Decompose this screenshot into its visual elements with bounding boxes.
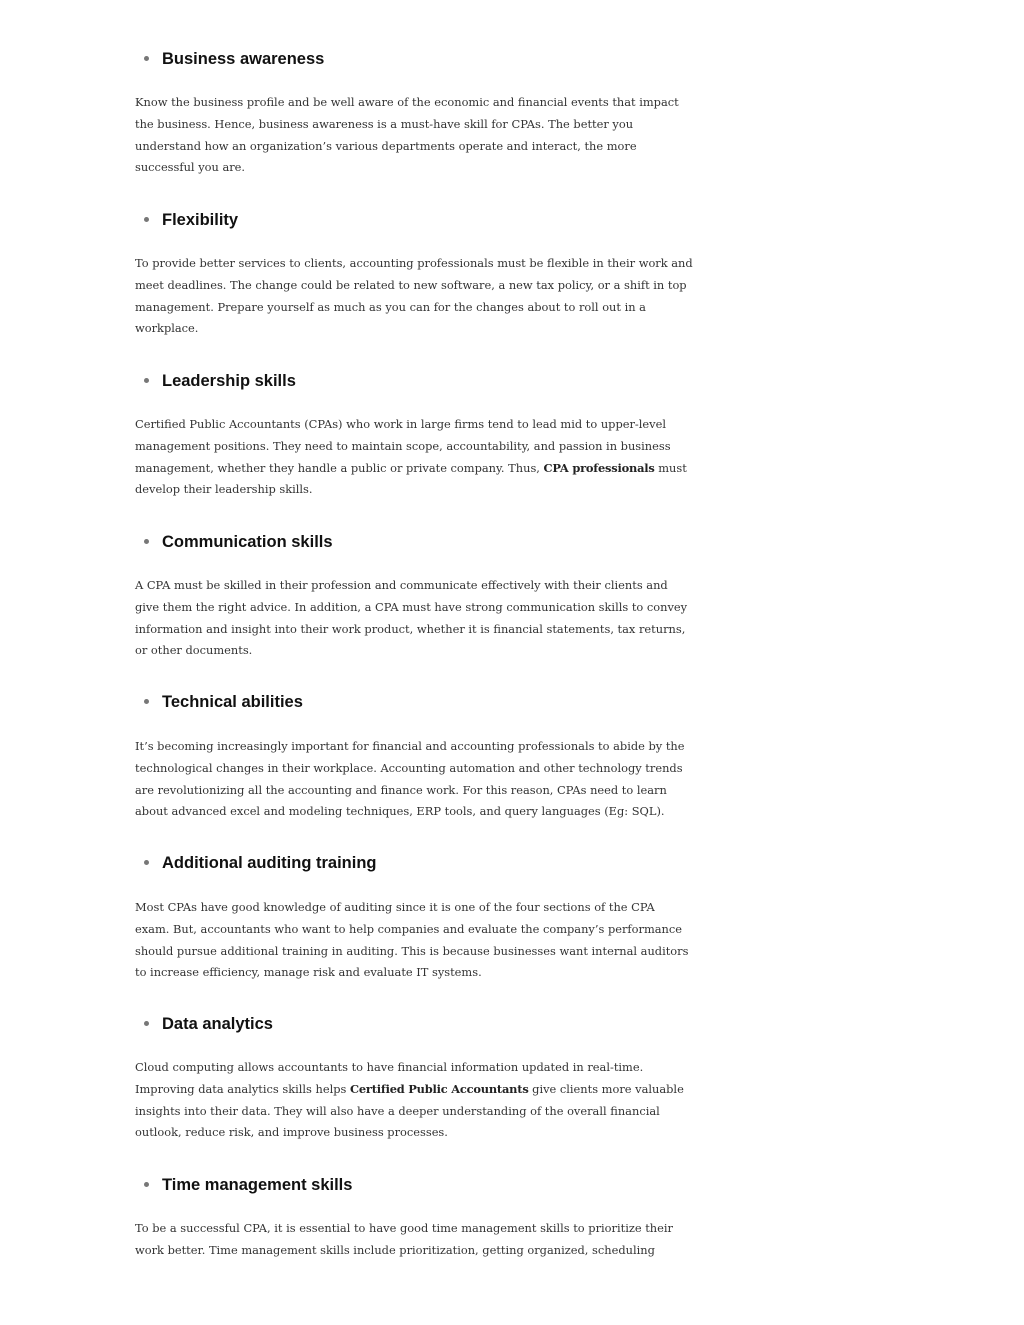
bullet-icon	[144, 1182, 149, 1187]
section-heading: Communication skills	[162, 533, 333, 551]
line-text: management, whether they handle a public or private company. Thus,	[135, 460, 544, 475]
cpa-professionals-link[interactable]: CPA professionals	[543, 460, 655, 475]
section-heading: Technical abilities	[162, 693, 303, 711]
bullet-icon	[144, 860, 149, 865]
paragraph-line: exam. But, accountants who want to help companies and evaluate the company’s performance	[135, 921, 683, 936]
section-paragraph	[135, 1218, 673, 1262]
bullet-icon	[144, 378, 149, 383]
paragraph-line	[135, 1079, 684, 1101]
paragraph-line: workplace.	[135, 321, 199, 336]
paragraph-line: to increase efficiency, manage risk and evaluate IT systems.	[135, 965, 482, 980]
section-paragraph	[135, 253, 693, 340]
paragraph-line: develop their leadership skills.	[135, 482, 313, 497]
paragraph-line: Know the business profile and be well aware of the economic and financial events that impact	[135, 95, 679, 109]
section-paragraph	[135, 575, 688, 662]
certified-public-accountants-link[interactable]: Certified Public Accountants	[349, 1081, 529, 1096]
paragraph-line: management positions. They need to maintain scope, accountability, and passion in business	[135, 438, 671, 453]
paragraph-line: meet deadlines. The change could be related to new software, a new tax policy, or a shift in top	[135, 277, 687, 292]
bullet-icon	[144, 1021, 149, 1026]
paragraph-line: give them the right advice. In addition, a CPA must have strong communication skills to convey	[135, 599, 688, 614]
section-paragraph	[135, 1057, 684, 1144]
paragraph-line: information and insight into their work product, whether it is financial statements, tax returns,	[135, 621, 686, 636]
bullet-icon	[144, 56, 149, 61]
section-heading: Leadership skills	[162, 372, 296, 390]
line-text: give clients more valuable	[528, 1081, 684, 1096]
paragraph-line: management. Prepare yourself as much as you can for the changes about to roll out in a	[135, 299, 646, 314]
section-paragraph	[135, 414, 687, 501]
bullet-icon	[144, 699, 149, 704]
paragraph-line: should pursue additional training in auditing. This is because businesses want internal auditors	[135, 943, 689, 958]
paragraph-line: A CPA must be skilled in their profession and communicate effectively with their clients and	[135, 578, 668, 592]
section-heading: Time management skills	[162, 1176, 353, 1194]
paragraph-line: or other documents.	[135, 643, 253, 658]
line-text: Improving data analytics skills helps	[135, 1081, 350, 1096]
paragraph-line	[135, 458, 687, 480]
paragraph-line: the business. Hence, business awareness is a must-have skill for CPAs. The better you	[135, 116, 634, 131]
paragraph-line: about advanced excel and modeling techniques, ERP tools, and query languages (Eg: SQL).	[135, 804, 665, 819]
paragraph-line: It’s becoming increasingly important for financial and accounting professionals to abide by the	[135, 739, 685, 753]
bullet-icon	[144, 539, 149, 544]
paragraph-line: Most CPAs have good knowledge of auditing since it is one of the four sections of the CPA	[135, 900, 655, 914]
paragraph-line: successful you are.	[135, 160, 246, 175]
bullet-icon	[144, 217, 149, 222]
paragraph-line: insights into their data. They will also have a deeper understanding of the overall financial	[135, 1103, 660, 1118]
paragraph-line: are revolutionizing all the accounting and finance work. For this reason, CPAs need to learn	[135, 782, 667, 797]
paragraph-line: understand how an organization’s various departments operate and interact, the more	[135, 138, 637, 153]
paragraph-line: Cloud computing allows accountants to have financial information updated in real-time.	[135, 1060, 644, 1074]
paragraph-line: To be a successful CPA, it is essential to have good time management skills to prioritize their	[135, 1221, 673, 1235]
section-heading: Data analytics	[162, 1015, 273, 1033]
paragraph-line: Certified Public Accountants (CPAs) who work in large firms tend to lead mid to upper-level	[135, 417, 666, 431]
section-heading: Flexibility	[162, 211, 239, 229]
paragraph-line: technological changes in their workplace. Accounting automation and other technology trends	[135, 760, 683, 775]
section-paragraph	[135, 736, 685, 823]
paragraph-line: To provide better services to clients, accounting professionals must be flexible in their work and	[135, 256, 693, 270]
section-paragraph	[135, 897, 689, 984]
section-paragraph	[135, 92, 679, 179]
section-heading: Business awareness	[162, 50, 325, 68]
line-text: must	[654, 460, 687, 475]
section-heading: Additional auditing training	[162, 854, 377, 872]
paragraph-line: outlook, reduce risk, and improve business processes.	[135, 1125, 448, 1140]
paragraph-line: work better. Time management skills include prioritization, getting organized, scheduling	[135, 1242, 655, 1257]
